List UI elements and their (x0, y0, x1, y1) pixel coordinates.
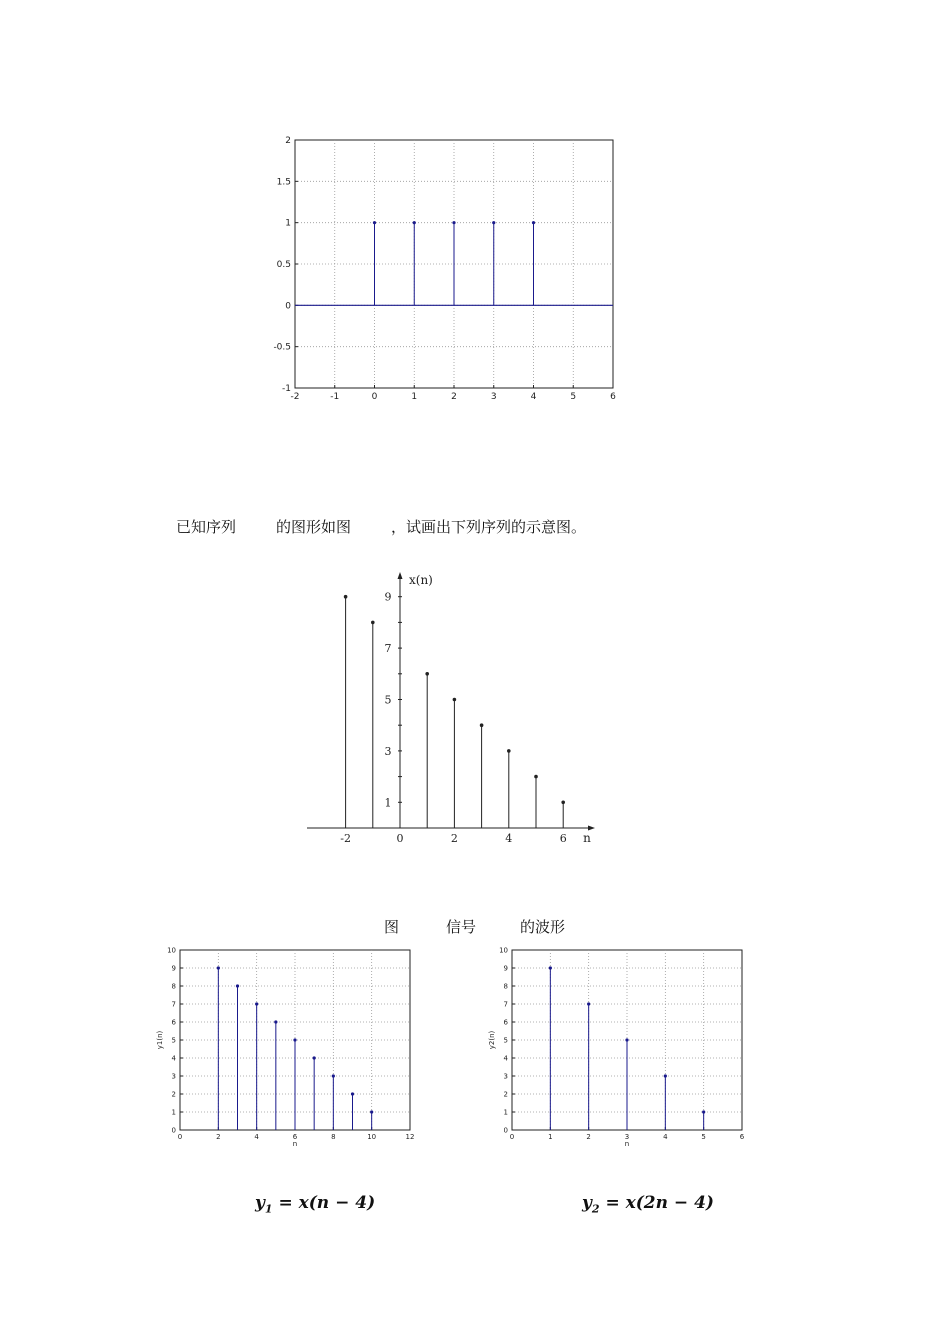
formula-y2-rhs: = x(2n − 4) (599, 1193, 714, 1213)
caption-waveform: 的波形 (520, 918, 566, 936)
x-tick-label: 6 (610, 392, 616, 402)
y-tick-label: 3 (503, 1072, 508, 1081)
problem-text-part1: 已知序列 (176, 518, 237, 536)
y-axis-arrow (398, 572, 403, 579)
formula-y2-lhs: y (582, 1193, 592, 1213)
x-tick-label: 0 (371, 392, 378, 402)
y-tick-label: 8 (503, 982, 508, 991)
y-tick-label: 1.5 (276, 177, 291, 188)
formula-y2-sub: 2 (591, 1202, 600, 1216)
stem-marker (274, 1020, 277, 1023)
y-tick-label: 6 (503, 1018, 508, 1027)
x-tick-label: -1 (330, 392, 340, 402)
y-tick-label: 3 (384, 744, 392, 758)
stem-plot-y1 (150, 940, 425, 1155)
stem-marker (373, 221, 376, 224)
x-tick-label: 0 (177, 1133, 183, 1141)
stem-plot-unit-sequence (270, 128, 630, 413)
x-tick-label: 10 (367, 1133, 377, 1141)
y-tick-label: -1 (282, 384, 291, 394)
stem-marker (452, 221, 455, 224)
stem-marker (492, 221, 495, 224)
x-axis-label: n (624, 1140, 630, 1148)
stem-plot-y2 (482, 940, 757, 1155)
x-axis-label: n (292, 1140, 298, 1148)
x-axis-label: n (583, 831, 591, 845)
x-tick-label: 1 (411, 392, 418, 402)
stem-marker (664, 1074, 667, 1077)
stem-marker (425, 672, 429, 676)
x-tick-label: 0 (509, 1133, 515, 1141)
x-tick-label: 4 (254, 1133, 259, 1141)
y-tick-label: 9 (171, 964, 176, 973)
problem-statement (176, 516, 586, 537)
y-tick-label: -0.5 (273, 342, 291, 353)
stem-marker (507, 749, 511, 753)
y-tick-label: 9 (384, 590, 392, 604)
stem-marker (255, 1002, 258, 1005)
stem-marker (370, 1110, 373, 1113)
x-tick-label: -2 (290, 392, 300, 402)
y-tick-label: 0 (285, 301, 291, 312)
stem-marker (534, 775, 538, 779)
caption-signal: 信号 (446, 918, 477, 936)
y-tick-label: 5 (503, 1036, 508, 1045)
y-tick-label: 4 (171, 1054, 176, 1063)
y-tick-label: 3 (171, 1072, 176, 1081)
y-tick-label: 7 (171, 1000, 176, 1009)
formula-y1 (255, 1193, 375, 1215)
stem-marker (532, 221, 535, 224)
stem-marker (453, 698, 457, 702)
stem-marker (313, 1056, 316, 1059)
y-tick-label: 0.5 (276, 260, 291, 270)
stem-marker (413, 221, 416, 224)
x-tick-label: 2 (451, 392, 457, 402)
stem-marker (332, 1074, 335, 1077)
x-tick-label: 0 (396, 832, 404, 845)
y-tick-label: 1 (171, 1108, 176, 1117)
problem-text-part3: ，试画出下列序列的示意图。 (391, 518, 587, 536)
stem-marker (344, 595, 348, 599)
figure-caption (384, 916, 399, 937)
y-axis-label: y2(n) (488, 1030, 496, 1050)
x-tick-label: 2 (450, 832, 458, 845)
y-tick-label: 5 (384, 693, 392, 707)
stem-marker (702, 1110, 705, 1113)
stem-marker (236, 984, 239, 987)
x-tick-label: 4 (663, 1133, 668, 1141)
x-tick-label: 4 (505, 832, 513, 845)
y-tick-label: 1 (503, 1108, 508, 1117)
x-tick-label: 12 (405, 1133, 415, 1141)
y-tick-label: 8 (171, 982, 176, 991)
y-tick-label: 2 (171, 1090, 176, 1099)
caption-fig: 图 (384, 918, 400, 936)
formula-y1-sub: 1 (264, 1202, 273, 1216)
y-tick-label: 10 (167, 946, 176, 955)
x-tick-label: 6 (559, 832, 567, 845)
formula-y1-lhs: y (255, 1193, 265, 1213)
x-tick-label: 3 (490, 392, 497, 402)
y-tick-label: 7 (503, 1000, 508, 1009)
y-tick-label: 2 (285, 136, 291, 146)
x-tick-label: 2 (586, 1133, 591, 1141)
figure-caption-signal (446, 916, 476, 937)
stem-marker (480, 723, 484, 727)
problem-text-part2: 的图形如图 (276, 518, 352, 536)
stem-marker (351, 1092, 354, 1095)
x-axis-arrow (588, 826, 595, 831)
x-tick-label: 2 (216, 1133, 221, 1141)
y-tick-label: 5 (171, 1036, 176, 1045)
formula-y2 (582, 1193, 714, 1215)
x-tick-label: 5 (570, 392, 577, 402)
stem-marker (371, 621, 375, 625)
x-tick-label: 6 (292, 1133, 298, 1141)
x-tick-label: 4 (530, 392, 537, 402)
x-tick-label: -2 (340, 832, 351, 845)
stem-marker (587, 1002, 590, 1005)
stem-marker (625, 1038, 628, 1041)
y-tick-label: 10 (499, 946, 508, 955)
y-tick-label: 9 (503, 964, 508, 973)
formula-y1-rhs: = x(n − 4) (272, 1193, 376, 1213)
stem-marker (561, 801, 565, 805)
y-axis-label: x(n) (409, 573, 433, 587)
stem-marker (293, 1038, 296, 1041)
stem-marker (549, 966, 552, 969)
x-tick-label: 3 (624, 1133, 630, 1141)
x-tick-label: 1 (548, 1133, 553, 1141)
y-tick-label: 0 (503, 1126, 508, 1135)
y-tick-label: 1 (384, 796, 392, 810)
y-tick-label: 6 (171, 1018, 176, 1027)
x-tick-label: 8 (331, 1133, 336, 1141)
figure-caption-waveform (520, 916, 565, 937)
y-tick-label: 7 (384, 642, 392, 656)
y-tick-label: 1 (285, 218, 291, 229)
x-tick-label: 6 (739, 1133, 745, 1141)
stem-plot-x-n (295, 565, 615, 855)
y-tick-label: 4 (503, 1054, 508, 1063)
y-axis-label: y1(n) (156, 1030, 164, 1050)
stem-marker (217, 966, 220, 969)
y-tick-label: 0 (171, 1126, 176, 1135)
x-tick-label: 5 (701, 1133, 706, 1141)
y-tick-label: 2 (503, 1090, 508, 1099)
